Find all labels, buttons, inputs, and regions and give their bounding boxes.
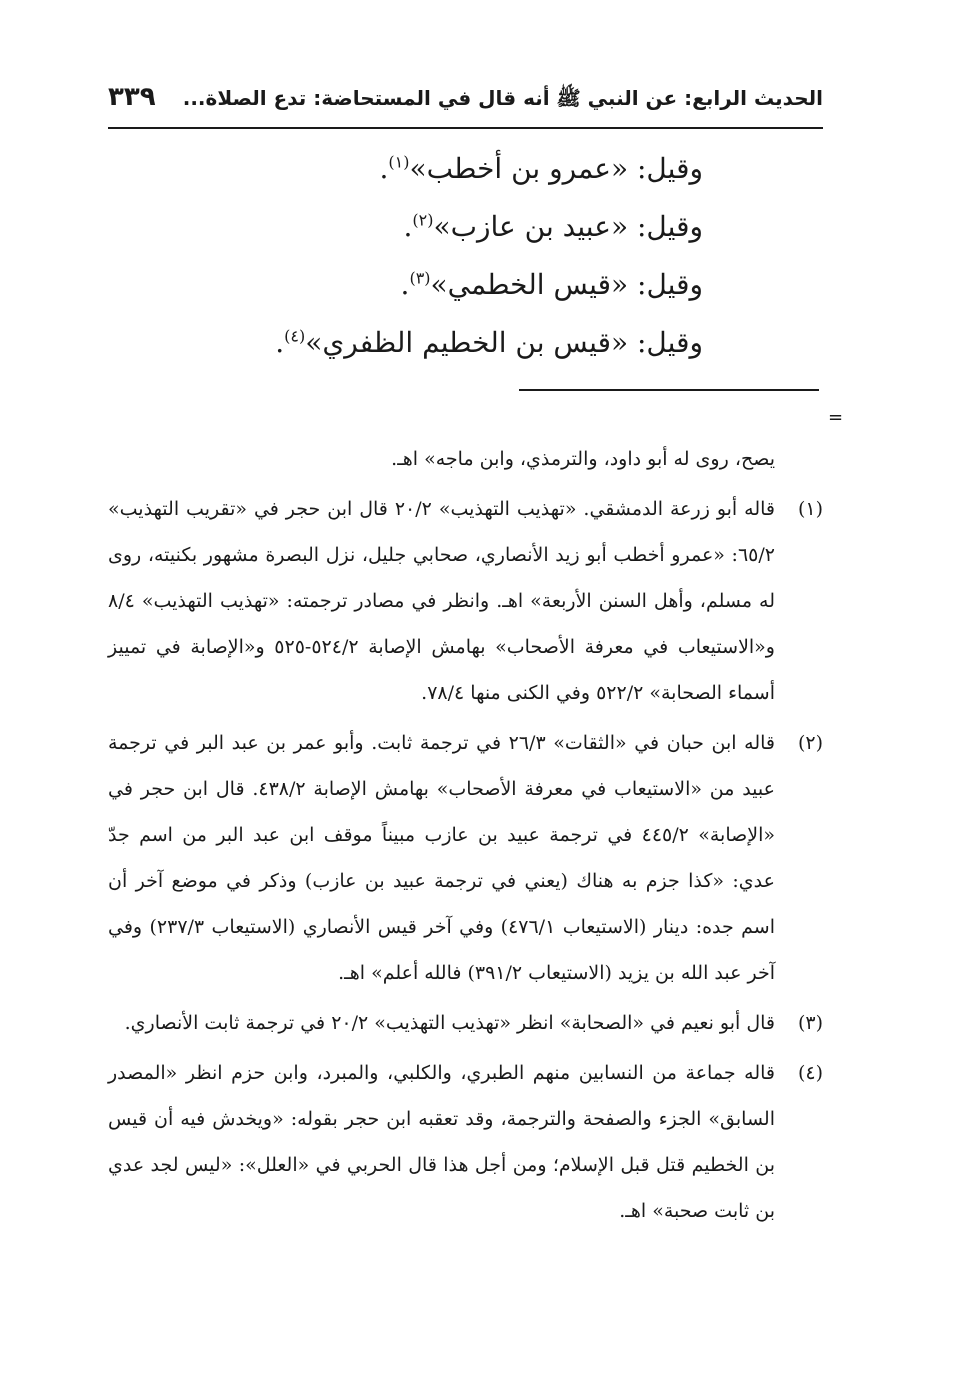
main-line — [253, 198, 703, 256]
main-line — [253, 256, 703, 314]
main-text — [253, 140, 703, 372]
footnote-ref[interactable]: (١) — [388, 152, 410, 172]
footnote-ref[interactable]: (٣) — [409, 268, 431, 288]
footnote-ref[interactable]: (٤) — [284, 326, 306, 346]
footnote-text: قاله جماعة من النسابين منهم الطبري، والكلبي، والمبرد، وابن حزم انظر «المصدر السابق» الجزء والصفحة والترجمة، وقد تعقبه ابن حجر بقوله: «ويخدش فيه أن قيس بن الخطيم قتل قبل الإسلام؛ ومن أجل هذا قال الحربي في «العلل»: «ليس لجد عدي بن ثابت صحبة» اهـ. — [108, 1062, 775, 1222]
main-line-end: . — [400, 268, 410, 301]
main-line-text: وقيل: «قيس بن الخطيم الظفري» — [305, 326, 703, 359]
running-header — [108, 82, 823, 122]
footnote-1 — [108, 486, 823, 716]
continuation-mark: = — [828, 407, 844, 428]
footnote-carry-over: يصح، روى له أبو داود، والترمذي، وابن ماجه» اهـ. — [391, 448, 775, 470]
footnote-number: (٢) — [797, 732, 823, 754]
footnote-text: قاله ابن حبان في «الثقات» ٢٦/٣ في ترجمة ثابت. وأبو عمر بن عبد البر في ترجمة عبيد من «الاستيعاب في معرفة الأصحاب» بهامش الإصابة ٤٣٨/٢. قال ابن حجر في «الإصابة» ٤٤٥/٢ في ترجمة عبيد بن عازب مبيناً موقف ابن عبد البر من اسم جدّ عدي: «كذا جزم به هناك (يعني في ترجمة عبيد بن عازب) وذكر في موضع آخر أن اسم جده: دينار (الاستيعاب ٤٧٦/١) وفي آخر قيس الأنصاري (الاستيعاب ٢٣٧/٣) وفي آخر عبد الله بن يزيد (الاستيعاب ٣٩١/٢) فالله أعلم» اهـ. — [108, 732, 776, 984]
main-line-text: وقيل: «قيس الخطمي» — [430, 268, 703, 301]
footnote-text: قال أبو نعيم في «الصحابة» انظر «تهذيب التهذيب» ٢٠/٢ في ترجمة ثابت الأنصاري. — [124, 1012, 775, 1034]
footnote-3 — [108, 1000, 823, 1046]
main-line — [253, 314, 703, 372]
main-line-text: وقيل: «عبيد بن عازب» — [433, 210, 703, 243]
footnote-number: (٤) — [797, 1062, 823, 1084]
header-title: الحديث الرابع: عن النبي ﷺ أنه قال في المستحاضة: تدع الصلاة... — [182, 86, 823, 110]
footnote-ref[interactable]: (٢) — [412, 210, 434, 230]
header-rule — [108, 127, 823, 129]
main-line — [253, 140, 703, 198]
footnote-number: (١) — [797, 498, 823, 520]
footnote-text: قاله أبو زرعة الدمشقي. «تهذيب التهذيب» ٢٠/٢ قال ابن حجر في «تقريب التهذيب» ٦٥/٢: «عمرو أخطب أبو زيد الأنصاري، صحابي جليل، نزل البصرة مشهور بكنيته، روى له مسلم، وأهل السنن الأربعة» اهـ. وانظر في مصادر ترجمته: «تهذيب التهذيب» ٨/٤ و«الاستيعاب في معرفة الأصحاب» بهامش الإصابة ٥٢٤/٢-٥٢٥ و«الإصابة في تمييز أسماء الصحابة» ٥٢٢/٢ وفي الكنى منها ٧٨/٤. — [108, 498, 775, 704]
footnote-separator — [519, 389, 819, 391]
main-line-end: . — [403, 210, 413, 243]
page-number: ٣٣٩ — [108, 82, 156, 112]
footnote-number: (٣) — [797, 1012, 823, 1034]
main-line-end: . — [275, 326, 285, 359]
footnote-2 — [108, 720, 823, 996]
main-line-end: . — [379, 152, 389, 185]
footnotes — [108, 436, 823, 1238]
main-line-text: وقيل: «عمرو بن أخطب» — [409, 152, 703, 185]
footnote-4 — [108, 1050, 823, 1234]
